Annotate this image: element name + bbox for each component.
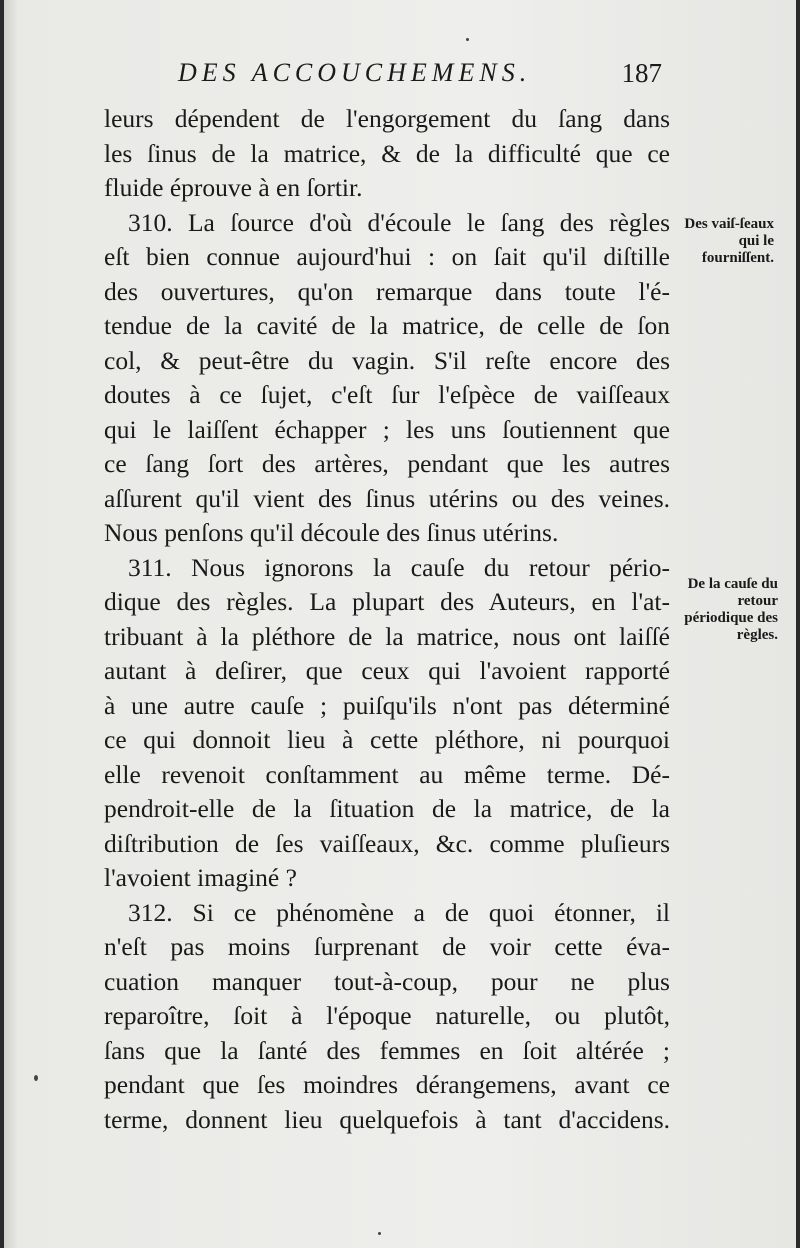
ink-speck <box>34 1075 38 1081</box>
running-head <box>106 58 666 98</box>
text-line: pendant que ſes moindres dérangemens, avant ce <box>104 1070 670 1099</box>
running-title: DES ACCOUCHEMENS. <box>178 58 532 87</box>
text-line: tendue de la cavité de la matrice, de celle de ſon <box>104 311 670 340</box>
text-line: tribuant à la pléthore de la matrice, nous ont laiſſé <box>104 621 670 651</box>
text-line: reparoître, ſoit à l'époque naturelle, ou plutôt, <box>104 1001 670 1030</box>
text-line: diſtribution de ſes vaiſſeaux, &c. comme pluſieurs <box>104 828 670 858</box>
text-line: pendroit-elle de la ſituation de la matrice, de la <box>104 794 670 823</box>
text-line: qui le laiſſent échapper ; les uns ſoutiennent que <box>104 414 670 444</box>
text-line: à une autre cauſe ; puiſqu'ils n'ont pas déterminé <box>104 690 670 720</box>
text-line: ce ſang ſort des artères, pendant que les autres <box>104 449 670 478</box>
paragraph-311-start: 311. Nous ignorons la cauſe du retour pério- <box>128 552 670 582</box>
ink-speck <box>378 1232 381 1235</box>
text-line: autant à deſirer, que ceux qui l'avoient rapporté <box>104 656 670 685</box>
page-number: 187 <box>621 58 662 88</box>
body-text <box>104 102 670 1137</box>
paragraph-310-start: 310. La ſource d'où d'écoule le ſang des règles <box>128 207 670 237</box>
text-line: terme, donnent lieu quelquefois à tant d'accidens. <box>104 1104 670 1134</box>
text-line: aſſurent qu'il vient des ſinus utérins ou des veines. <box>104 483 670 513</box>
text-line: elle revenoit conſtamment au même terme. Dé- <box>104 759 670 789</box>
ink-speck <box>466 38 469 41</box>
text-line: ſans que la ſanté des femmes en ſoit altérée ; <box>104 1035 670 1065</box>
margin-note-vaisseaux: Des vaiſ-ſeaux qui le fourniſſent. <box>684 216 774 266</box>
text-line: fluide éprouve à en ſortir. <box>104 173 363 202</box>
text-line: col, & peut-être du vagin. S'il reſte encore des <box>104 345 670 375</box>
text-line: des ouvertures, qu'on remarque dans toute l'é- <box>104 276 670 306</box>
margin-note-cause-retour: De la cauſe du retour périodique des règles. <box>684 576 778 643</box>
text-line: eſt bien connue aujourd'hui : on ſait qu'il diſtille <box>104 242 670 271</box>
text-line: dique des règles. La plupart des Auteurs, en l'at- <box>104 587 670 616</box>
text-line: n'eſt pas moins ſurprenant de voir cette éva- <box>104 932 670 961</box>
text-line: doutes à ce ſujet, c'eſt ſur l'eſpèce de vaiſſeaux <box>104 380 670 409</box>
text-line: l'avoient imaginé ? <box>104 863 297 892</box>
text-line: ce qui donnoit lieu à cette pléthore, ni pourquoi <box>104 725 670 754</box>
text-line: les ſinus de la matrice, & de la difficulté que ce <box>104 138 670 168</box>
paragraph-312-start: 312. Si ce phénomène a de quoi étonner, il <box>128 897 670 927</box>
text-line: cuation manquer tout-à-coup, pour ne plus <box>104 966 670 996</box>
text-line: leurs dépendent de l'engorgement du ſang dans <box>104 104 670 133</box>
book-page <box>4 0 796 1248</box>
text-line: Nous penſons qu'il découle des ſinus utérins. <box>104 518 559 547</box>
